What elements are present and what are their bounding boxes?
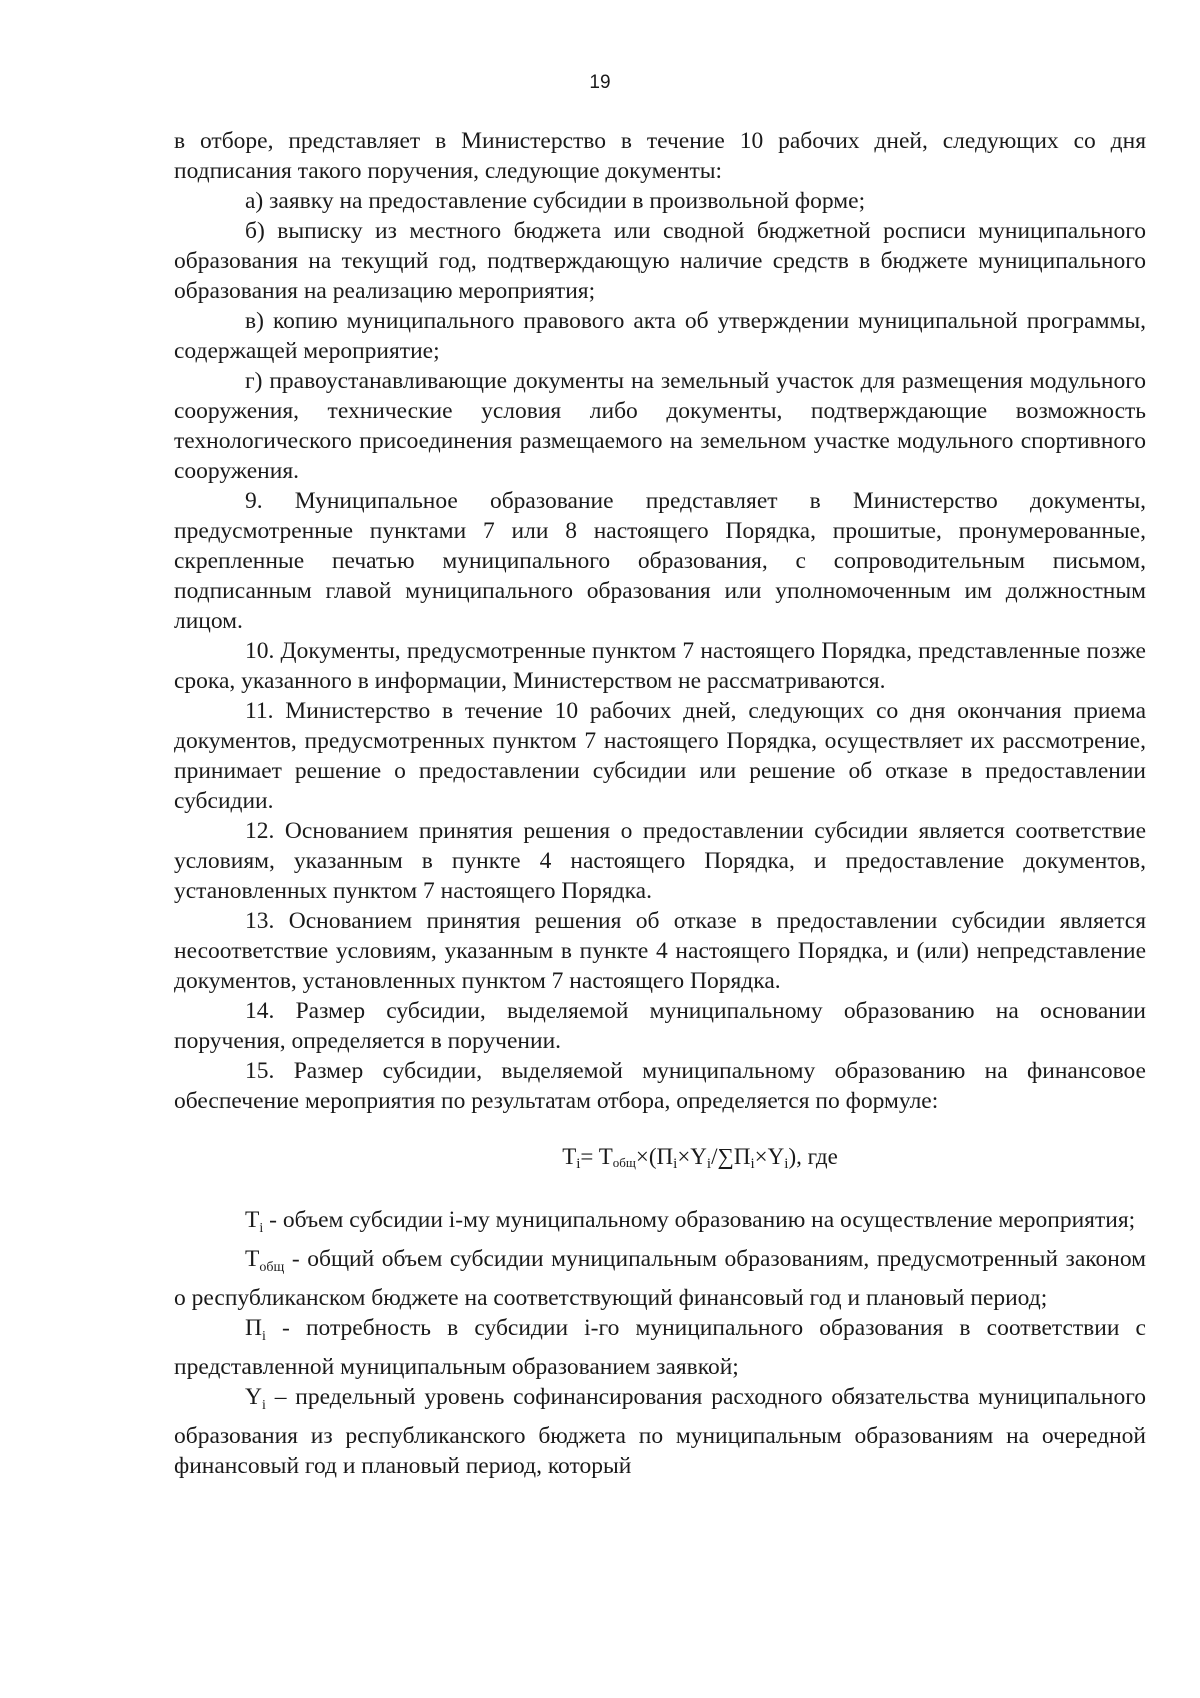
page-number: 19: [589, 72, 611, 93]
paragraph-12: 12. Основанием принятия решения о предоставлении субсидии является соответствие условиям, указанным в пункте 4 настоящего Порядка, и предоставление документов, установленных пунктом 7 настоящего Порядка.: [174, 818, 1146, 904]
paragraph-15: 15. Размер субсидии, выделяемой муниципальному образованию на финансовое обеспечение мероприятия по результатам отбора, определяется по формуле:: [174, 1058, 1146, 1114]
paragraph-item-b: б) выписку из местного бюджета или сводной бюджетной росписи муниципального образования на текущий год, подтверждающую наличие средств в бюджете муниципального образования на реализацию мероприятия;: [174, 218, 1146, 304]
paragraph-10: 10. Документы, предусмотренные пунктом 7 настоящего Порядка, представленные позже срока, указанного в информации, Министерством не рассматриваются.: [174, 638, 1146, 694]
paragraph-item-v: в) копию муниципального правового акта об утверждении муниципальной программы, содержащей мероприятие;: [174, 308, 1146, 364]
subsidy-formula: $Ti= T_{общ}\times(Пi\times Yi/\sum Пi\times Yi)$, где: [562, 1144, 838, 1172]
document-body: [174, 126, 1146, 1481]
definition-yi: $Y_i$ – предельный уровень софинансирования расходного обязательства муниципального образования из республиканского бюджета по муниципальным образованиям на очередной финансовый год и плановый период, который: [174, 1384, 1146, 1479]
paragraph-13: 13. Основанием принятия решения об отказе в предоставлении субсидии является несоответствие условиям, указанным в пункте 4 настоящего Порядка, и (или) непредставление документов, установленных пунктом 7 настоящего Порядка.: [174, 908, 1146, 994]
paragraph-14: 14. Размер субсидии, выделяемой муниципальному образованию на основании поручения, определяется в поручении.: [174, 998, 1146, 1054]
definition-pi: $П_i$ - потребность в субсидии i-го муниципального образования в соответствии с представленной муниципальным образованием заявкой;: [174, 1315, 1146, 1380]
definition-tobshch: $T_{общ}$ - общий объем субсидии муниципальным образованиям, предусмотренный законом о республиканском бюджете на соответствующий финансовый год и плановый период;: [174, 1246, 1146, 1311]
paragraph-9: 9. Муниципальное образование представляет в Министерство документы, предусмотренные пунктами 7 или 8 настоящего Порядка, прошитые, пронумерованные, скрепленные печатью муниципального образования, с сопроводительным письмом, подписанным главой муниципального образования или уполномоченным им должностным лицом.: [174, 488, 1146, 634]
paragraph-item-g: г) правоустанавливающие документы на земельный участок для размещения модульного сооружения, технические условия либо документы, подтверждающие возможность технологического присоединения размещаемого на земельном участке модульного спортивного сооружения.: [174, 368, 1146, 484]
paragraph-11: 11. Министерство в течение 10 рабочих дней, следующих со дня окончания приема документов, предусмотренных пунктом 7 настоящего Порядка, осуществляет их рассмотрение, принимает решение о предоставлении субсидии или решение об отказе в предоставлении субсидии.: [174, 698, 1146, 814]
paragraph-item-a: а) заявку на предоставление субсидии в произвольной форме;: [245, 188, 866, 214]
definition-ti: $T_i$ - объем субсидии i-му муниципальному образованию на осуществление мероприятия;: [245, 1207, 1136, 1236]
paragraph-intro: в отборе, представляет в Министерство в течение 10 рабочих дней, следующих со дня подписания такого поручения, следующие документы:: [174, 128, 1146, 184]
